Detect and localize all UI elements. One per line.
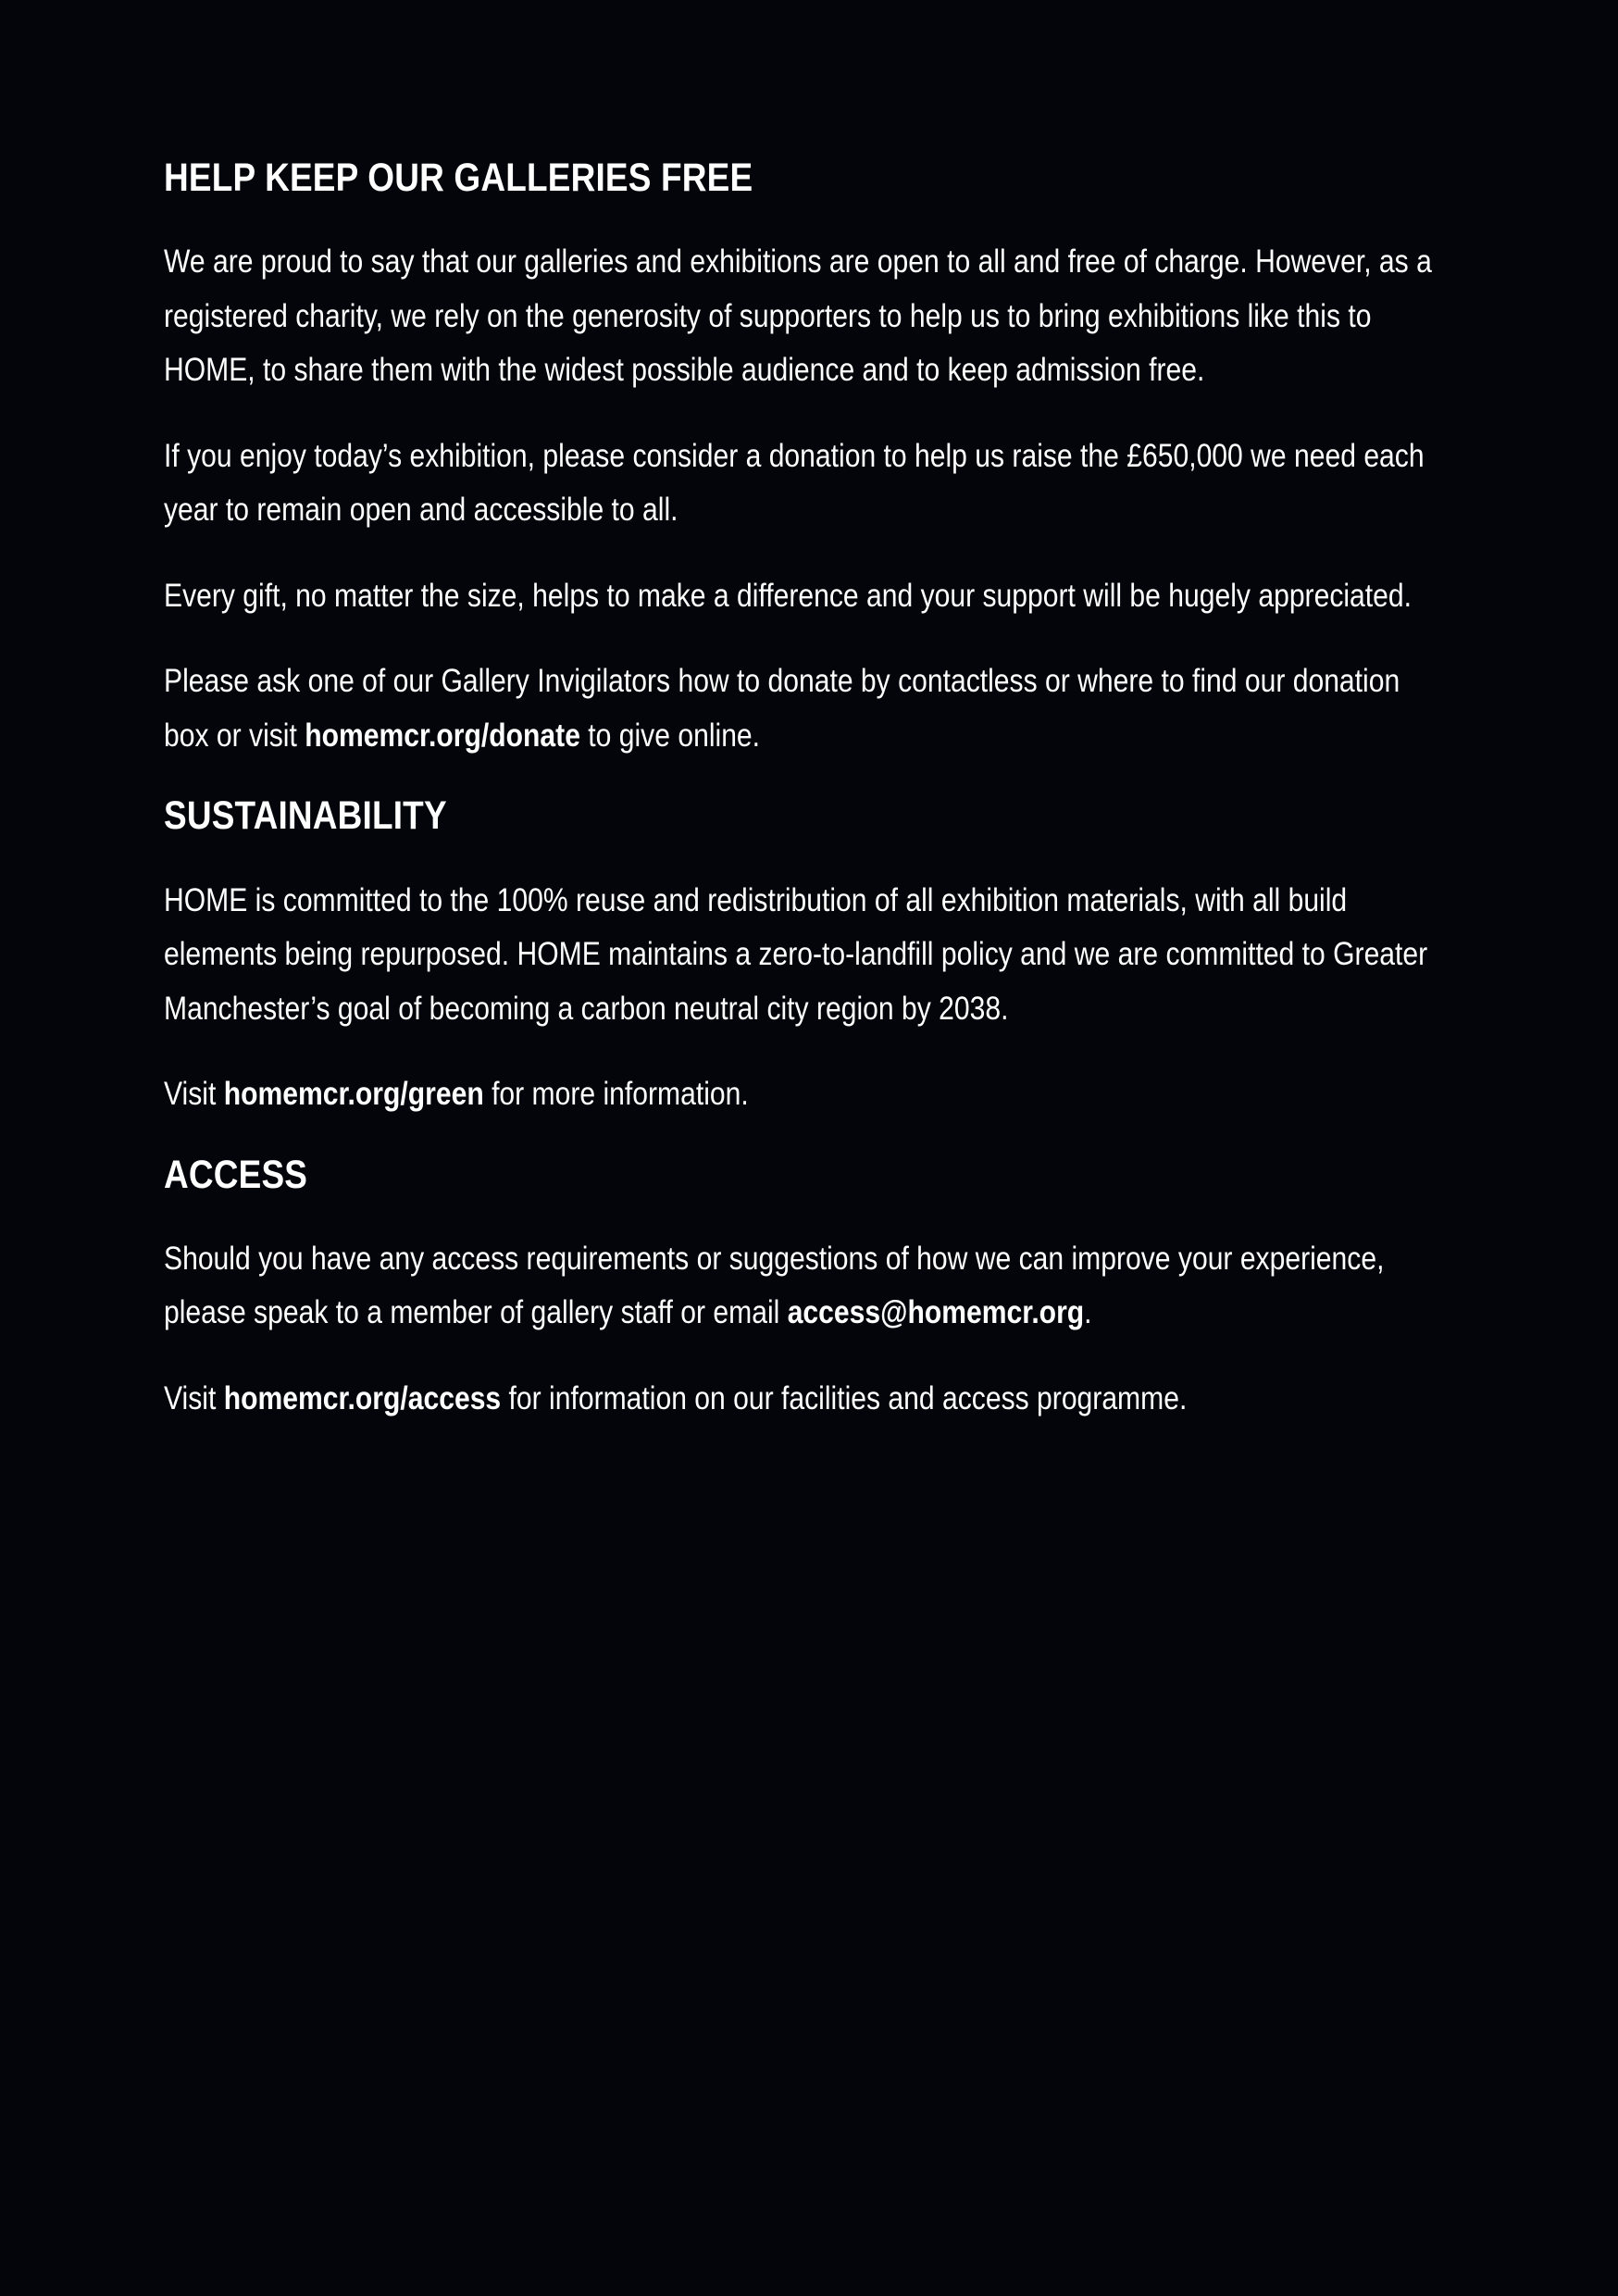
paragraph-text: Please ask one of our Gallery Invigilators how to donate by contactless or where to find our donation box or visit: [164, 663, 1400, 754]
paragraph-text: to give online.: [579, 717, 761, 754]
heading-sustainability: SUSTAINABILITY: [164, 793, 447, 839]
paragraph-access-requirements: [164, 1232, 1446, 1341]
paragraph-donation-target: If you enjoy today’s exhibition, please consider a donation to help us raise the £650,000 we need each year to remain open and accessible to all.: [164, 437, 1425, 529]
paragraph-text: for information on our facilities and access programme.: [501, 1379, 1188, 1416]
paragraph-text: .: [1084, 1294, 1092, 1331]
document-page: [164, 153, 1478, 1457]
paragraph-text: Visit: [164, 1076, 224, 1113]
paragraph-green-info: [164, 1067, 1446, 1122]
paragraph-text: for more information.: [483, 1076, 749, 1113]
heading-help-keep-galleries-free: HELP KEEP OUR GALLERIES FREE: [164, 156, 753, 200]
access-link[interactable]: homemcr.org/access: [223, 1379, 502, 1416]
heading-access: ACCESS: [164, 1152, 308, 1197]
paragraph-sustainability: HOME is committed to the 100% reuse and redistribution of all exhibition materials, with all build elements being repurposed. HOME maintains a zero-to-landfill policy and we are committed to Greater Manchester’s goal of becoming a carbon neutral city region by 2038.: [164, 881, 1428, 1027]
paragraph-proud: We are proud to say that our galleries and exhibitions are open to all and free of charge. However, as a registered charity, we rely on the generosity of supporters to help us to bring exhibitions like this to HOME, to share them with the widest possible audience and to keep admission free.: [164, 243, 1432, 389]
donate-link[interactable]: homemcr.org/donate: [305, 717, 580, 754]
paragraph-text: Should you have any access requirements or suggestions of how we can improve your experience, please speak to a member of gallery staff or email: [164, 1240, 1385, 1331]
green-link[interactable]: homemcr.org/green: [223, 1076, 484, 1113]
paragraph-text: Visit: [164, 1379, 224, 1416]
paragraph-access-info: [164, 1372, 1446, 1427]
access-email-link[interactable]: access@homemcr.org: [787, 1294, 1085, 1331]
paragraph-every-gift: Every gift, no matter the size, helps to make a difference and your support will be hugely appreciated.: [164, 577, 1413, 614]
paragraph-how-to-donate: [164, 655, 1446, 763]
